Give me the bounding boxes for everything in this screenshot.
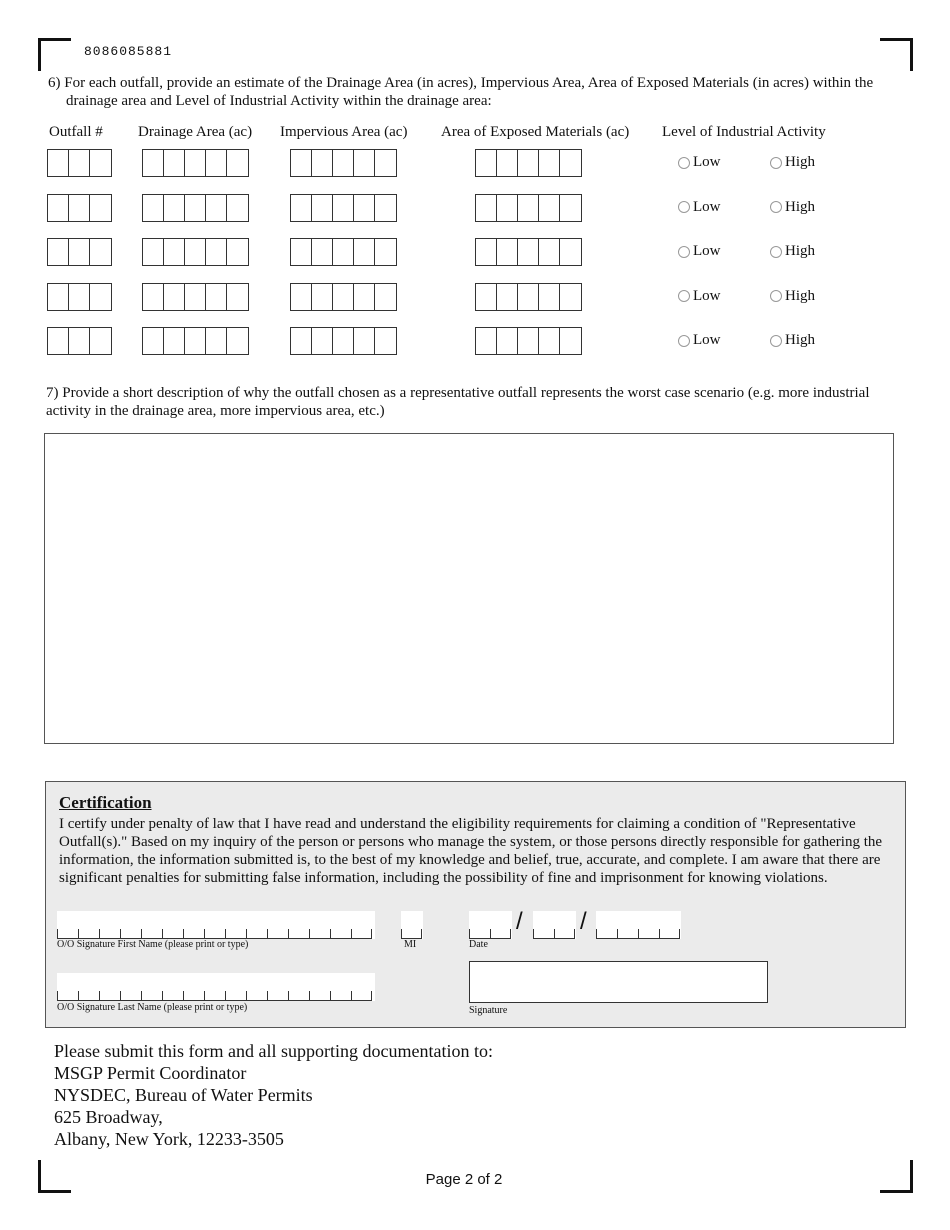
header-industrial-activity: Level of Industrial Activity: [662, 124, 826, 140]
header-exposed-materials: Area of Exposed Materials (ac): [441, 124, 630, 140]
header-impervious-area: Impervious Area (ac): [280, 124, 408, 140]
activity-low-radio[interactable]: [678, 243, 721, 260]
question-7-text: 7) Provide a short description of why the outfall chosen as a representative outfall represents the worst case scenario (e.g. more industrial activity in the drainage area, more impervious area, etc.): [46, 385, 870, 419]
radio-circle-icon[interactable]: [770, 290, 782, 302]
date-day-field[interactable]: [533, 911, 576, 939]
activity-high-label: High: [785, 243, 815, 259]
activity-high-radio[interactable]: [770, 288, 815, 305]
activity-high-radio[interactable]: [770, 199, 815, 216]
activity-low-radio[interactable]: [678, 332, 721, 349]
impervious-area-field[interactable]: [290, 149, 397, 177]
exposed-materials-field[interactable]: [475, 149, 582, 177]
radio-circle-icon[interactable]: [678, 201, 690, 213]
radio-circle-icon[interactable]: [770, 246, 782, 258]
submit-line: MSGP Permit Coordinator: [54, 1063, 247, 1083]
outfall-number-field[interactable]: [47, 194, 112, 222]
corner-mark-top-left: [38, 38, 71, 71]
radio-circle-icon[interactable]: [770, 201, 782, 213]
drainage-area-field[interactable]: [142, 238, 249, 266]
activity-high-radio[interactable]: [770, 243, 815, 260]
middle-initial-field[interactable]: [401, 911, 423, 939]
activity-low-label: Low: [693, 332, 721, 348]
radio-circle-icon[interactable]: [770, 335, 782, 347]
date-separator-1: /: [516, 908, 523, 935]
form-id: 8086085881: [84, 44, 173, 59]
date-label: Date: [469, 939, 488, 950]
activity-low-label: Low: [693, 198, 721, 215]
submission-address: [54, 1040, 493, 1150]
submit-line: Albany, New York, 12233-3505: [54, 1129, 284, 1149]
submit-line: 625 Broadway,: [54, 1107, 163, 1127]
drainage-area-field[interactable]: [142, 327, 249, 355]
exposed-materials-field[interactable]: [475, 238, 582, 266]
radio-circle-icon[interactable]: [678, 290, 690, 302]
activity-low-radio[interactable]: [678, 288, 721, 305]
corner-mark-top-right: [880, 38, 913, 71]
worst-case-description-box[interactable]: [44, 433, 894, 744]
radio-circle-icon[interactable]: [678, 246, 690, 258]
activity-high-label: High: [785, 332, 815, 348]
exposed-materials-field[interactable]: [475, 283, 582, 311]
activity-low-label: Low: [693, 154, 721, 170]
submit-line: Please submit this form and all supporting documentation to:: [54, 1041, 493, 1061]
outfall-number-field[interactable]: [47, 149, 112, 177]
header-drainage-area: Drainage Area (ac): [138, 124, 253, 140]
radio-circle-icon[interactable]: [770, 157, 782, 169]
drainage-area-field[interactable]: [142, 194, 249, 222]
first-name-field[interactable]: [57, 911, 375, 939]
activity-high-label: High: [785, 154, 815, 170]
date-year-field[interactable]: [596, 911, 681, 939]
activity-low-label: Low: [693, 287, 721, 304]
signature-box[interactable]: [469, 961, 768, 1003]
impervious-area-field[interactable]: [290, 238, 397, 266]
exposed-materials-field[interactable]: [475, 327, 582, 355]
certification-title: Certification: [59, 793, 152, 812]
submit-line: NYSDEC, Bureau of Water Permits: [54, 1085, 313, 1105]
header-outfall: Outfall #: [49, 124, 103, 140]
first-name-label: O/O Signature First Name (please print or type): [57, 939, 249, 950]
activity-low-radio[interactable]: [678, 154, 721, 171]
radio-circle-icon[interactable]: [678, 157, 690, 169]
activity-high-label: High: [785, 198, 815, 215]
activity-high-label: High: [785, 287, 815, 304]
exposed-materials-field[interactable]: [475, 194, 582, 222]
date-separator-2: /: [580, 908, 587, 935]
certification-text: I certify under penalty of law that I have read and understand the eligibility requirements for claiming a condition of "Representative Outfall(s)." Based on my inquiry of the person or persons who manage the system, or those persons directly responsible for gathering the information, the information submitted is, to the best of my knowledge and belief, true, accurate, and complete. I am aware that there are significant penalties for submitting false information, including the possibility of fine and imprisonment for knowing violations.: [59, 816, 883, 886]
activity-low-radio[interactable]: [678, 199, 721, 216]
date-month-field[interactable]: [469, 911, 512, 939]
activity-high-radio[interactable]: [770, 332, 815, 349]
outfall-number-field[interactable]: [47, 327, 112, 355]
activity-high-radio[interactable]: [770, 154, 815, 171]
drainage-area-field[interactable]: [142, 283, 249, 311]
outfall-number-field[interactable]: [47, 238, 112, 266]
drainage-area-field[interactable]: [142, 149, 249, 177]
impervious-area-field[interactable]: [290, 194, 397, 222]
outfall-number-field[interactable]: [47, 283, 112, 311]
impervious-area-field[interactable]: [290, 327, 397, 355]
middle-initial-label: MI: [404, 939, 417, 950]
last-name-field[interactable]: [57, 973, 375, 1001]
question-6-text: 6) For each outfall, provide an estimate of the Drainage Area (in acres), Impervious Area, Area of Exposed Materials (in acres) within the drainage area and Level of Industrial Activity within the drainage area:: [48, 75, 874, 109]
impervious-area-field[interactable]: [290, 283, 397, 311]
activity-low-label: Low: [693, 243, 721, 259]
page-number: Page 2 of 2: [425, 1171, 503, 1188]
last-name-label: O/O Signature Last Name (please print or type): [57, 1002, 248, 1013]
signature-label: Signature: [469, 1005, 508, 1016]
radio-circle-icon[interactable]: [678, 335, 690, 347]
